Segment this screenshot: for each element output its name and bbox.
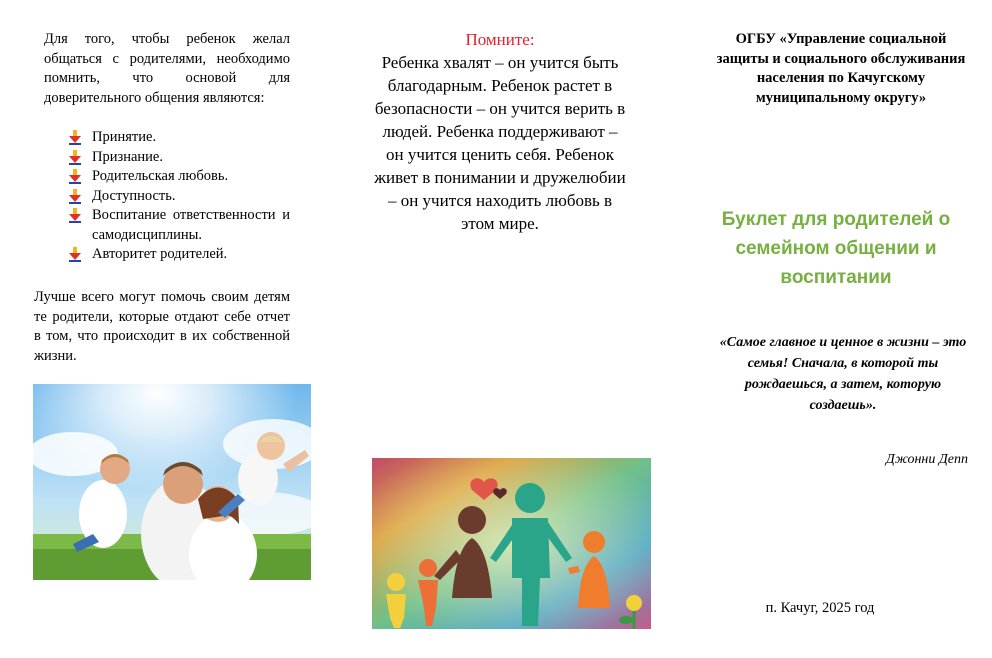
- family-silhouette-image: [372, 458, 651, 629]
- outro-paragraph: Лучше всего могут помочь своим детям те родители, которые отдают себе отчет в том, что происходит в их собственной жизни.: [34, 289, 290, 364]
- arrow-down-bullet-icon: [68, 189, 82, 204]
- remember-text: Ребенка хвалят – он учится быть благодарным. Ребенок растет в безопасности – он учится верить в людей. Ребенка поддерживают – он учится ценить себя. Ребенок живет в понимании и дружелюбии – он учится находить любовь в этом мире.: [374, 53, 626, 233]
- family-photo: [33, 384, 311, 580]
- quote-author: Джонни Депп: [885, 452, 968, 467]
- arrow-down-bullet-icon: [68, 169, 82, 184]
- list-item: Воспитание ответственности и самодисциплины.: [68, 206, 290, 245]
- arrow-down-bullet-icon: [68, 208, 82, 223]
- remember-heading: Помните:: [465, 30, 535, 49]
- arrow-down-bullet-icon: [68, 150, 82, 165]
- list-item: Принятие.: [68, 128, 290, 148]
- list-item: Признание.: [68, 148, 290, 168]
- list-item: Родительская любовь.: [68, 167, 290, 187]
- place-year: п. Качуг, 2025 год: [765, 600, 875, 616]
- intro-paragraph: Для того, чтобы ребенок желал общаться с родителями, необходимо помнить, что основой для доверительного общения являются:: [44, 31, 290, 106]
- quote-text: «Самое главное и ценное в жизни – это семья! Сначала, в которой ты рождаешься, а затем, которую создаешь».: [719, 335, 967, 413]
- arrow-down-bullet-icon: [68, 130, 82, 145]
- list-item: Доступность.: [68, 187, 290, 207]
- principles-list: [68, 128, 290, 265]
- organization-name: ОГБУ «Управление социальной защиты и социального обслуживания населения по Качугскому муниципальному округу»: [716, 31, 966, 106]
- list-item: Авторитет родителей.: [68, 245, 290, 265]
- arrow-down-bullet-icon: [68, 247, 82, 262]
- booklet-title: Буклет для родителей о семейном общении и воспитании: [721, 209, 951, 288]
